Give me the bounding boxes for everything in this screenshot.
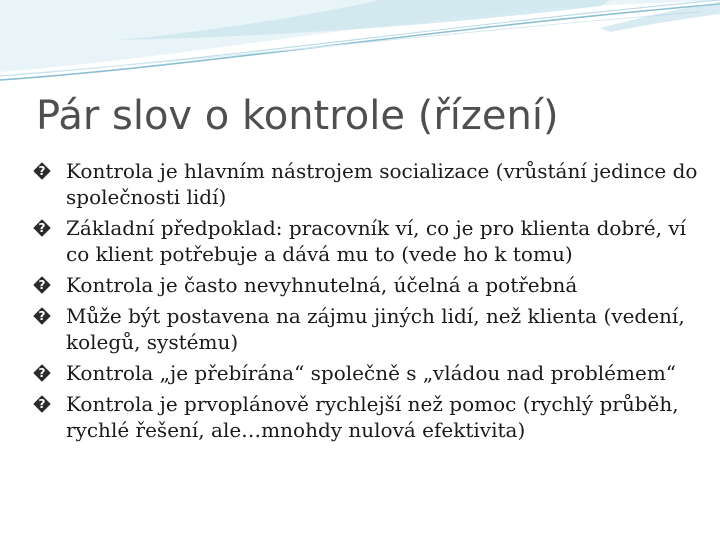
wave-decoration — [0, 0, 720, 90]
bullet-text: Kontrola je hlavním nástrojem socializace (vrůstání jedince do společnosti lidí) — [66, 159, 698, 209]
bullet-marker-icon: ? ? — [32, 217, 52, 239]
bullet-marker-icon: ? ? — [32, 274, 52, 296]
wave-accent-right — [600, 2, 720, 32]
bullet-item — [30, 303, 700, 355]
bullet-text: Základní předpoklad: pracovník ví, co je pro klienta dobré, ví co klient potřebuje a dává mu to (vede ho k tomu) — [66, 216, 687, 266]
bullet-marker-icon: ? ? — [32, 305, 52, 327]
bullet-marker-icon: ? ? — [32, 393, 52, 415]
bullet-list — [30, 158, 700, 448]
bullet-text: Kontrola „je přebírána“ společně s „vládou nad problémem“ — [66, 361, 677, 385]
bullet-item — [30, 272, 700, 298]
bullet-text: Kontrola je prvoplánově rychlejší než pomoc (rychlý průběh, rychlé řešení, ale…mnohdy nulová efektivita) — [66, 392, 679, 442]
bullet-item — [30, 158, 700, 210]
bullet-marker-icon: ? ? — [32, 362, 52, 384]
bullet-item — [30, 215, 700, 267]
slide-title: Pár slov o kontrole (řízení) — [36, 93, 559, 139]
bullet-text: Kontrola je často nevyhnutelná, účelná a potřebná — [66, 273, 578, 297]
bullet-text: Může být postavena na zájmu jiných lidí, než klienta (vedení, kolegů, systému) — [66, 304, 685, 354]
bullet-item — [30, 360, 700, 386]
bullet-marker-icon: ? ? — [32, 160, 52, 182]
bullet-item — [30, 391, 700, 443]
